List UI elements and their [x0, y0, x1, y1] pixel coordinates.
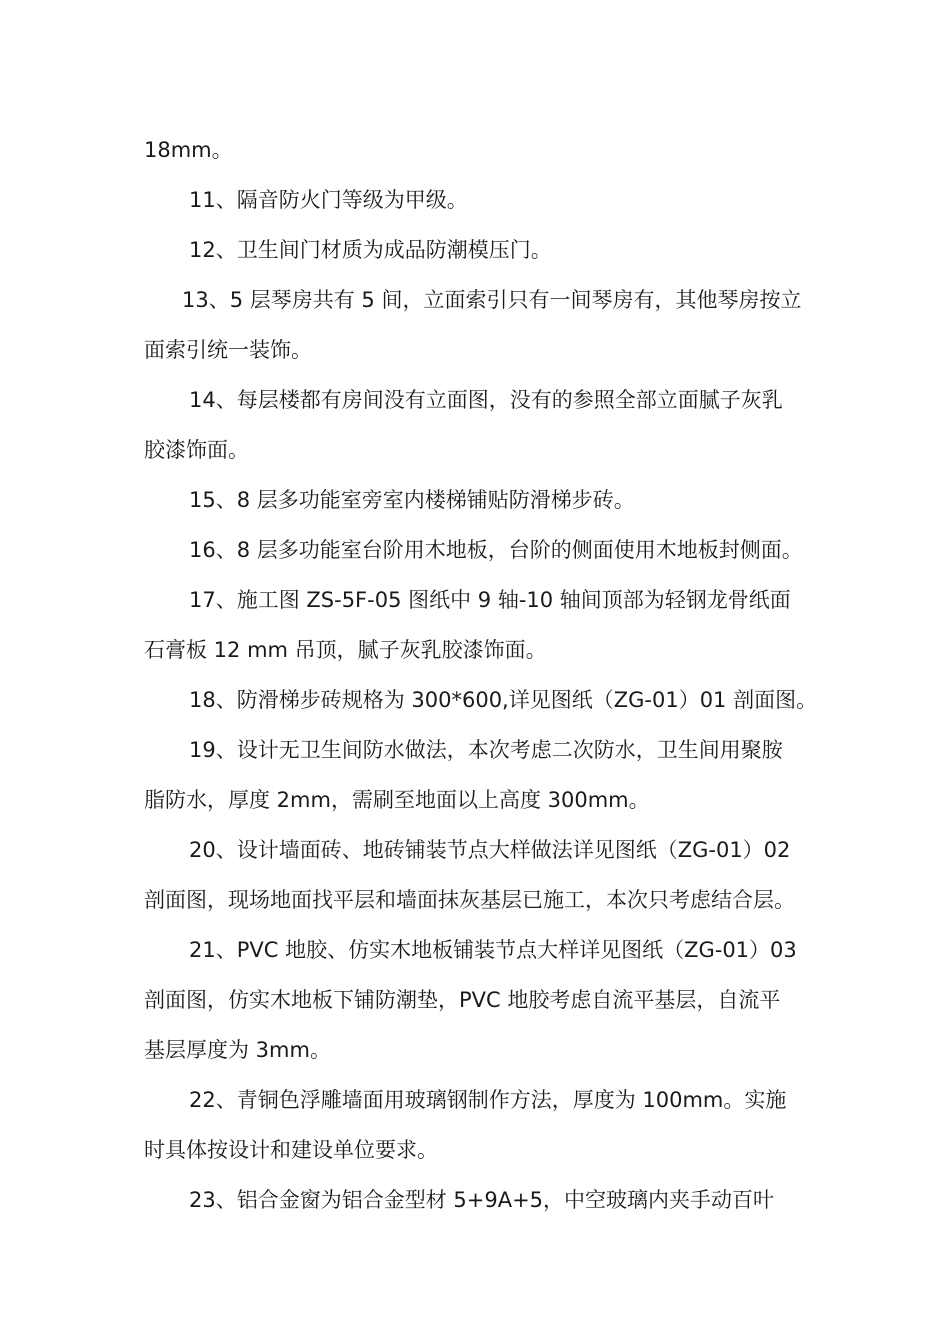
text-line: 胶漆饰面。	[144, 438, 249, 462]
text-line: 11、隔音防火门等级为甲级。	[189, 188, 468, 212]
text-line: 基层厚度为 3mm。	[144, 1038, 331, 1062]
text-line: 面索引统一装饰。	[144, 338, 312, 362]
text-line: 21、PVC 地胶、仿实木地板铺装节点大样详见图纸（ZG-01）03	[189, 938, 797, 962]
text-line: 23、铝合金窗为铝合金型材 5+9A+5，中空玻璃内夹手动百叶	[189, 1188, 775, 1212]
text-line: 19、设计无卫生间防水做法，本次考虑二次防水，卫生间用聚胺	[189, 738, 783, 762]
text-line: 15、8 层多功能室旁室内楼梯铺贴防滑梯步砖。	[189, 488, 635, 512]
text-line: 脂防水，厚度 2mm，需刷至地面以上高度 300mm。	[144, 788, 650, 812]
text-line: 石膏板 12 mm 吊顶，腻子灰乳胶漆饰面。	[144, 638, 547, 662]
text-line: 22、青铜色浮雕墙面用玻璃钢制作方法，厚度为 100mm。实施	[189, 1088, 787, 1112]
text-line: 剖面图，仿实木地板下铺防潮垫，PVC 地胶考虑自流平基层，自流平	[144, 988, 781, 1012]
text-line: 14、每层楼都有房间没有立面图，没有的参照全部立面腻子灰乳	[189, 388, 783, 412]
text-line: 16、8 层多功能室台阶用木地板，台阶的侧面使用木地板封侧面。	[189, 538, 803, 562]
text-line: 剖面图，现场地面找平层和墙面抹灰基层已施工，本次只考虑结合层。	[144, 888, 795, 912]
text-line: 18mm。	[144, 138, 233, 162]
text-line: 17、施工图 ZS-5F-05 图纸中 9 轴-10 轴间顶部为轻钢龙骨纸面	[189, 588, 791, 612]
text-line: 18、防滑梯步砖规格为 300*600,详见图纸（ZG-01）01 剖面图。	[189, 688, 818, 712]
text-line: 12、卫生间门材质为成品防潮模压门。	[189, 238, 552, 262]
text-line: 13、5 层琴房共有 5 间，立面索引只有一间琴房有，其他琴房按立	[182, 288, 802, 312]
text-line: 20、设计墙面砖、地砖铺装节点大样做法详见图纸（ZG-01）02	[189, 838, 791, 862]
text-line: 时具体按设计和建设单位要求。	[144, 1138, 438, 1162]
